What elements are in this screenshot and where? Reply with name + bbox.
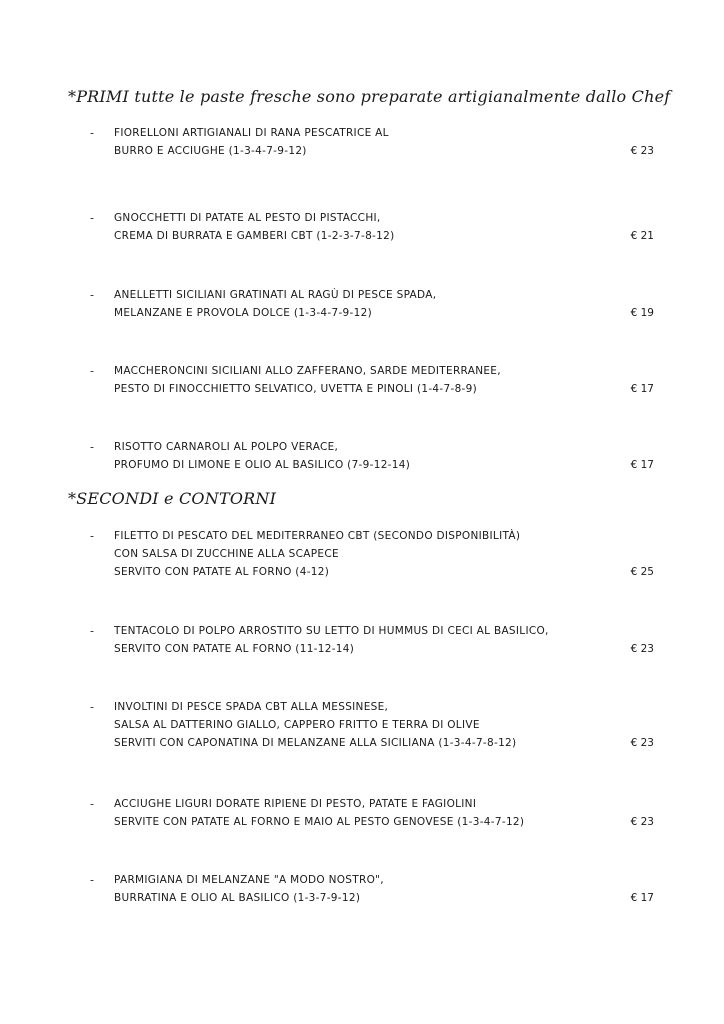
item-name-line: CON SALSA DI ZUCCHINE ALLA SCAPECE [114,548,339,560]
item-bullet: - [90,700,95,714]
menu-item-acciughe [0,795,724,855]
secondi-section-title: *SECONDI e CONTORNI [68,489,277,508]
item-bullet: - [90,364,95,378]
item-price: € 23 [630,145,654,157]
item-bullet: - [90,440,95,454]
item-bullet: - [90,211,95,225]
item-name-line: INVOLTINI DI PESCE SPADA CBT ALLA MESSINESE, [114,701,389,713]
item-name-line: FIORELLONI ARTIGIANALI DI RANA PESCATRICE AL [114,127,389,139]
item-bullet: - [90,126,95,140]
item-name-line: TENTACOLO DI POLPO ARROSTITO SU LETTO DI HUMMUS DI CECI AL BASILICO, [114,625,549,637]
item-price: € 17 [630,892,654,904]
item-name-line: SERVITO CON PATATE AL FORNO (11-12-14) [114,643,355,655]
item-bullet: - [90,529,95,543]
item-price: € 17 [630,383,654,395]
menu-item-maccheroncini [0,362,724,422]
item-name-line: FILETTO DI PESCATO DEL MEDITERRANEO CBT (SECONDO DISPONIBILITÀ) [114,530,521,542]
item-name-line: PESTO DI FINOCCHIETTO SELVATICO, UVETTA E PINOLI (1-4-7-8-9) [114,383,478,395]
item-name-line: SERVITI CON CAPONATINA DI MELANZANE ALLA SICILIANA (1-3-4-7-8-12) [114,737,517,749]
item-name-line: ANELLETTI SICILIANI GRATINATI AL RAGÙ DI PESCE SPADA, [114,289,437,301]
item-price: € 19 [630,307,654,319]
menu-item-parmigiana [0,871,724,931]
item-price: € 23 [630,737,654,749]
item-price: € 23 [630,643,654,655]
item-name-line: ACCIUGHE LIGURI DORATE RIPIENE DI PESTO, PATATE E FAGIOLINI [114,798,477,810]
item-name-line: RISOTTO CARNAROLI AL POLPO VERACE, [114,441,339,453]
menu-item-filetto [0,527,724,587]
item-name-line: BURRO E ACCIUGHE (1-3-4-7-9-12) [114,145,307,157]
item-name-line: GNOCCHETTI DI PATATE AL PESTO DI PISTACCHI, [114,212,381,224]
item-name-line: SERVITE CON PATATE AL FORNO E MAIO AL PESTO GENOVESE (1-3-4-7-12) [114,816,525,828]
menu-item-anelletti [0,286,724,346]
item-name-line: MELANZANE E PROVOLA DOLCE (1-3-4-7-9-12) [114,307,372,319]
item-name-line: CREMA DI BURRATA E GAMBERI CBT (1-2-3-7-8-12) [114,230,395,242]
item-name-line: MACCHERONCINI SICILIANI ALLO ZAFFERANO, SARDE MEDITERRANEE, [114,365,501,377]
menu-item-involtini [0,698,724,758]
item-price: € 21 [630,230,654,242]
menu-item-tentacolo [0,622,724,682]
item-name-line: BURRATINA E OLIO AL BASILICO (1-3-7-9-12) [114,892,361,904]
item-bullet: - [90,873,95,887]
primi-section-title: *PRIMI tutte le paste fresche sono preparate artigianalmente dallo Chef [68,87,671,106]
item-price: € 17 [630,459,654,471]
item-bullet: - [90,797,95,811]
item-price: € 25 [630,566,654,578]
menu-item-fiorelloni [0,124,724,184]
item-price: € 23 [630,816,654,828]
item-name-line: PARMIGIANA DI MELANZANE "A MODO NOSTRO", [114,874,384,886]
menu-item-gnocchetti [0,209,724,269]
item-name-line: SERVITO CON PATATE AL FORNO (4-12) [114,566,330,578]
item-bullet: - [90,288,95,302]
item-name-line: SALSA AL DATTERINO GIALLO, CAPPERO FRITTO E TERRA DI OLIVE [114,719,480,731]
item-bullet: - [90,624,95,638]
item-name-line: PROFUMO DI LIMONE E OLIO AL BASILICO (7-9-12-14) [114,459,411,471]
